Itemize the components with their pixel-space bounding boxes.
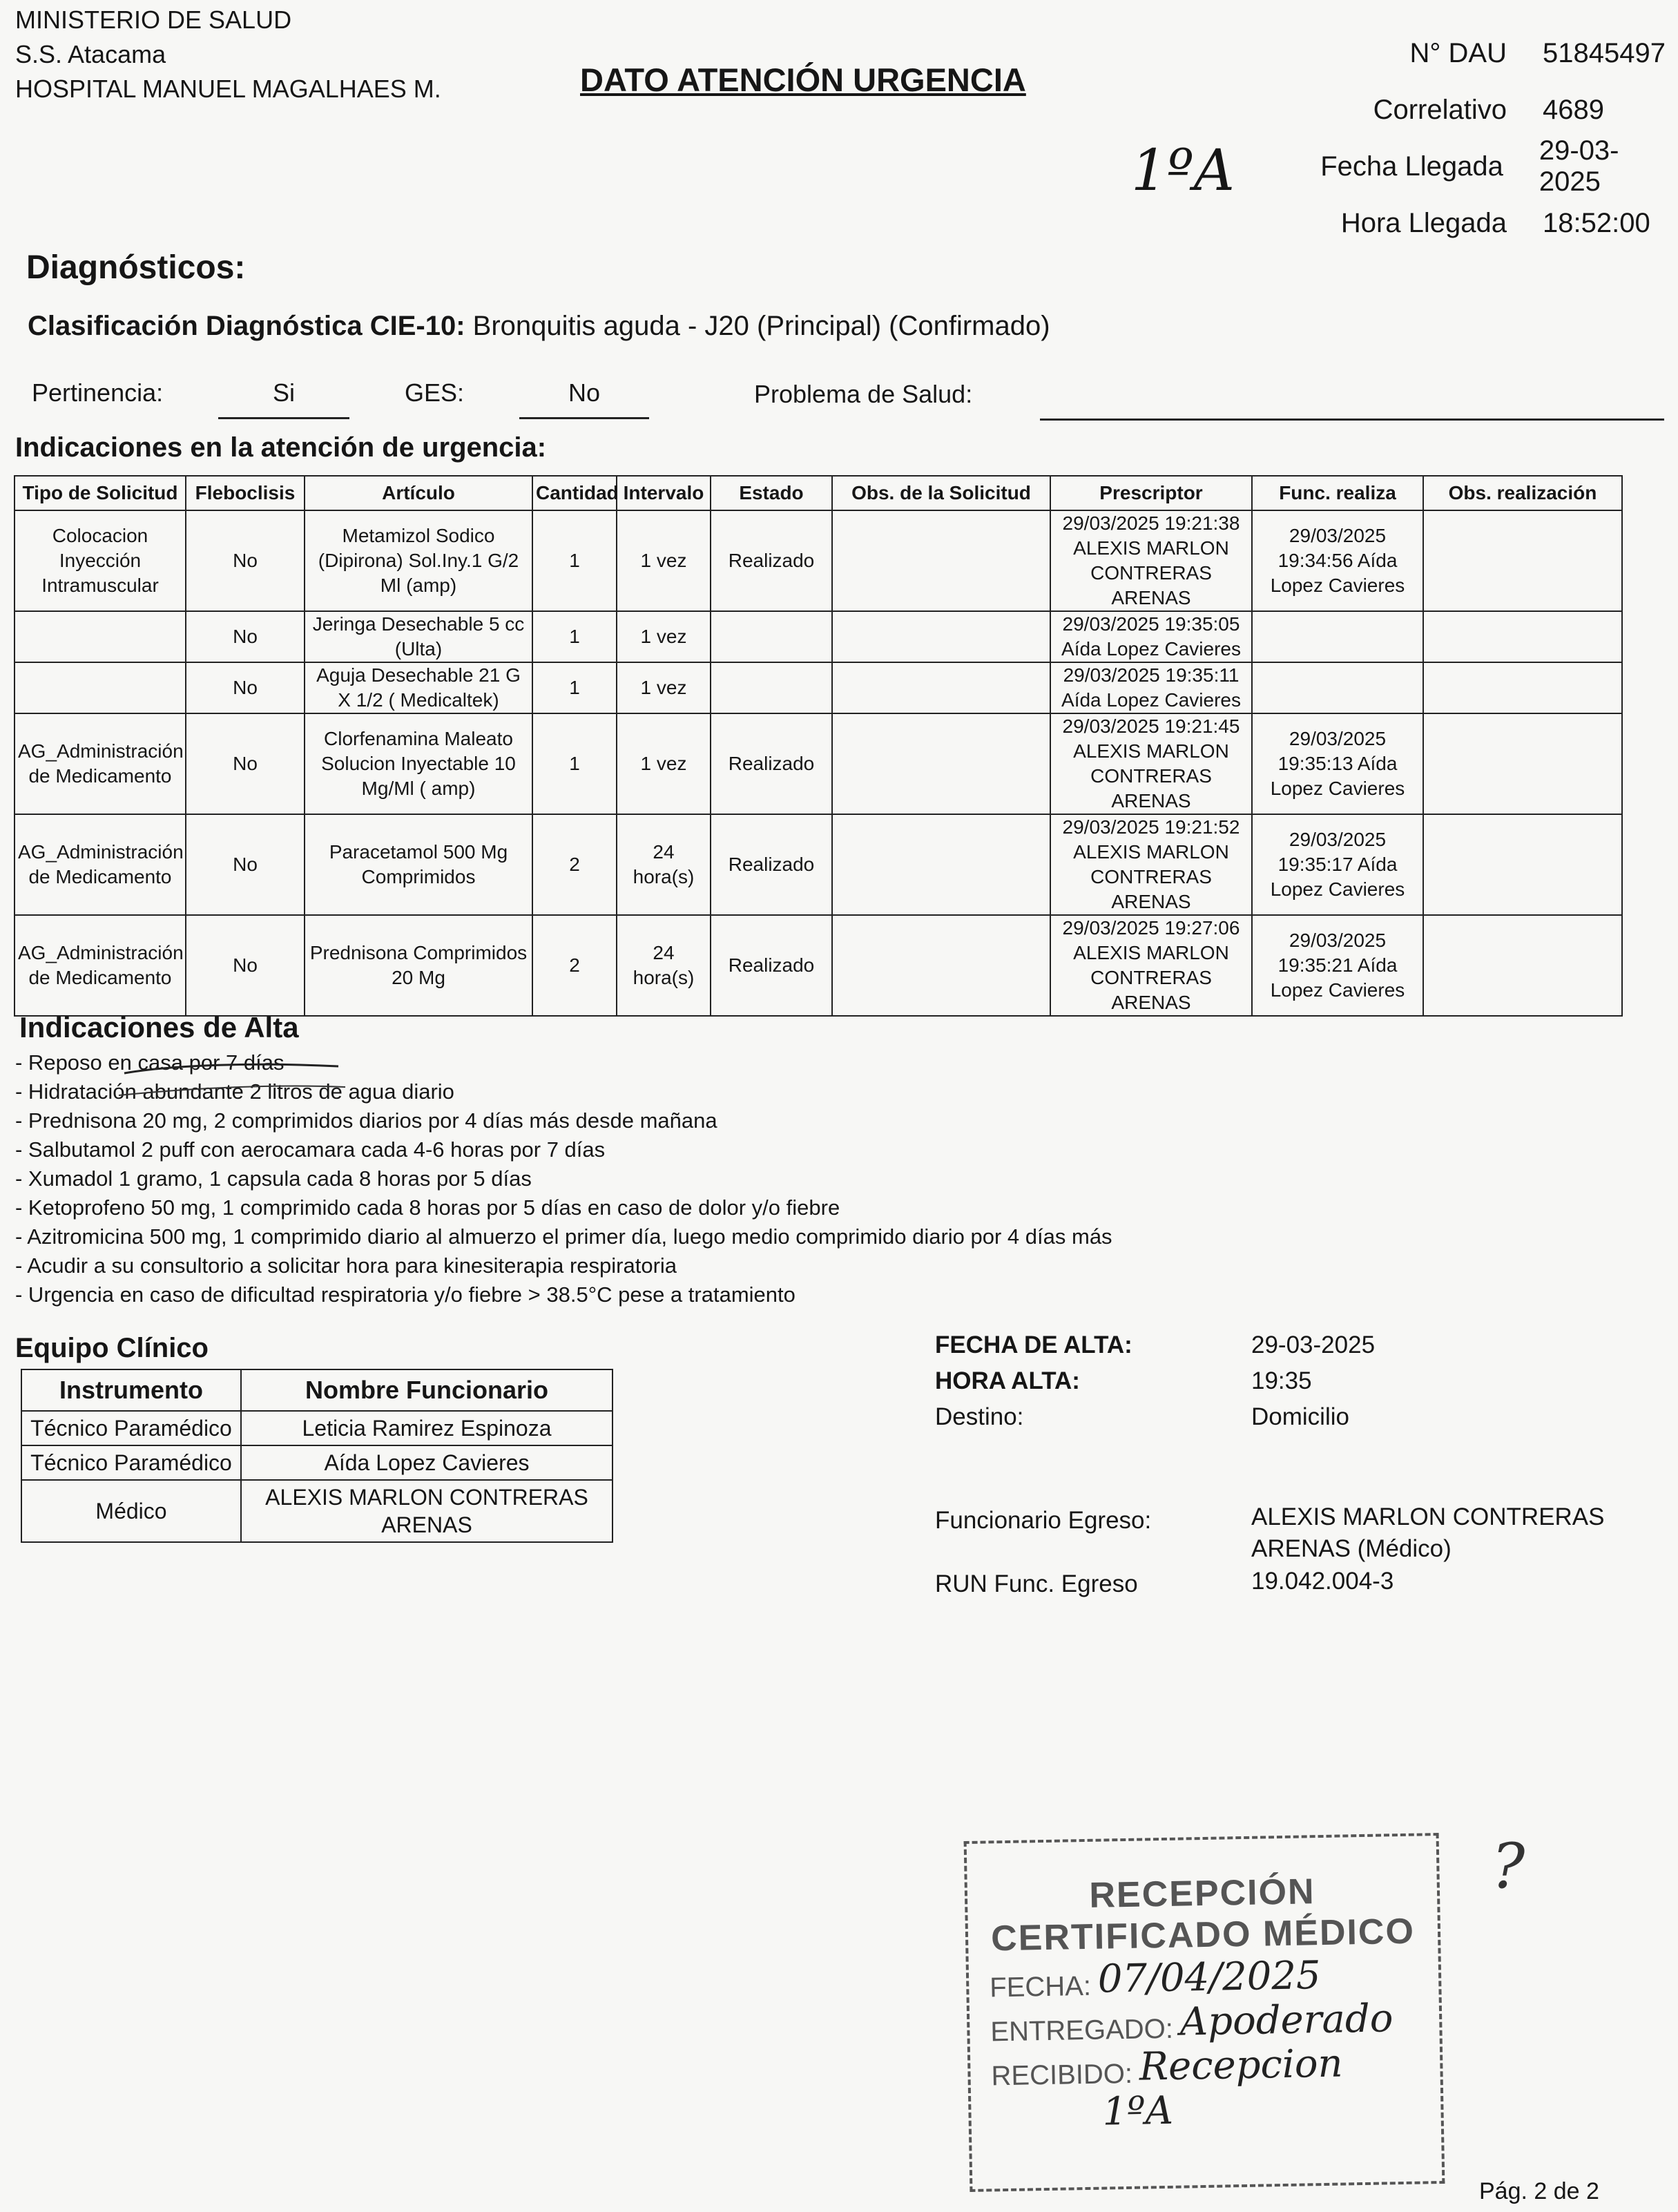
- document-title: DATO ATENCIÓN URGENCIA: [580, 61, 1026, 98]
- arrival-date: 29-03-2025: [1539, 135, 1619, 197]
- list-item: - Acudir a su consultorio a solicitar hora para kinesiterapia respiratoria: [15, 1253, 677, 1278]
- table-row: AG_Administración de Medicamento No Paracetamol 500 Mg Comprimidos 2 24 hora(s) Realizado 29/03/2025 19:21:52 ALEXIS MARLON CONTRERAS ARENAS 29/03/2025 19:35:17 Aída Lopez Cavieres: [15, 814, 1622, 915]
- list-item: - Salbutamol 2 puff con aerocamara cada 4-6 horas por 7 días: [15, 1137, 606, 1162]
- col-obs-solicitud: Obs. de la Solicitud: [832, 476, 1050, 510]
- list-item: - Reposo en casa por 7 días: [15, 1050, 285, 1075]
- stamp-title-1: RECEPCIÓN: [1088, 1872, 1316, 1916]
- col-articulo: Artículo: [305, 476, 532, 510]
- classification-label: Clasificación Diagnóstica CIE-10:: [28, 311, 465, 341]
- pertinencia-underline: [218, 417, 349, 419]
- equipo-heading: Equipo Clínico: [15, 1333, 209, 1363]
- destino-label: Destino:: [935, 1403, 1024, 1430]
- handwritten-class-mark: 1ºA: [1131, 138, 1235, 204]
- classification-value: Bronquitis aguda - J20 (Principal) (Confirmado): [472, 311, 1050, 341]
- stamp-recibido-row: RECIBIDO: Recepcion: [991, 2041, 1344, 2092]
- indications-table: [14, 475, 1623, 1017]
- run-value: 19.042.004-3: [1251, 1568, 1394, 1595]
- table-row: Técnico Paramédico Aída Lopez Cavieres: [21, 1445, 613, 1480]
- equipo-table: [21, 1369, 613, 1543]
- discharge-values: [1251, 1327, 1375, 1435]
- col-tipo: Tipo de Solicitud: [15, 476, 186, 510]
- diagnosis-classification: [28, 311, 1050, 342]
- col-nombre: Nombre Funcionario: [241, 1369, 613, 1411]
- stamp-entregado-row: ENTREGADO: Apoderado: [990, 1996, 1393, 2048]
- diagnosis-heading: Diagnósticos:: [26, 249, 246, 286]
- hora-alta-label: HORA ALTA:: [935, 1367, 1080, 1394]
- table-row: Médico ALEXIS MARLON CONTRERAS ARENAS: [21, 1480, 613, 1542]
- list-item: - Azitromicina 500 mg, 1 comprimido diario al almuerzo el primer día, luego medio comprimido diario por 4 días más: [15, 1224, 1112, 1249]
- col-instrumento: Instrumento: [21, 1369, 241, 1411]
- col-cantidad: Cantidad: [532, 476, 617, 510]
- pertinencia-value: Si: [272, 378, 295, 407]
- table-row: Colocacion Inyección Intramuscular No Metamizol Sodico (Dipirona) Sol.Iny.1 G/2 Ml (amp) 1 1 vez Realizado 29/03/2025 19:21:38 ALEXIS MARLON CONTRERAS ARENAS 29/03/2025 19:34:56 Aída Lopez Cavieres: [15, 510, 1622, 611]
- stamp-extra-value: 1ºA: [1101, 2088, 1174, 2135]
- col-obs-realizacion: Obs. realización: [1423, 476, 1622, 510]
- hospital-name: HOSPITAL MANUEL MAGALHAES M.: [15, 75, 441, 103]
- list-item: - Prednisona 20 mg, 2 comprimidos diarios por 4 días más desde mañana: [15, 1108, 717, 1133]
- meta-fecha-llegada: Fecha Llegada 29-03-2025: [1298, 138, 1678, 195]
- problema-underline: [1040, 419, 1664, 421]
- problema-label: Problema de Salud:: [754, 380, 973, 408]
- col-intervalo: Intervalo: [617, 476, 711, 510]
- meta-dau: N° DAU 51845497: [1409, 37, 1666, 68]
- fecha-alta-label: FECHA DE ALTA:: [935, 1331, 1132, 1358]
- meta-correlativo: Correlativo 4689: [1373, 94, 1604, 125]
- indications-header-row: [15, 476, 1622, 510]
- col-estado: Estado: [711, 476, 832, 510]
- col-func-realiza: Func. realiza: [1252, 476, 1423, 510]
- equipo-header-row: [21, 1369, 613, 1411]
- ministry-name: MINISTERIO DE SALUD: [15, 6, 292, 34]
- stamp-fecha-value: 07/04/2025: [1097, 1953, 1322, 2002]
- handwritten-question-mark: ?: [1492, 1830, 1525, 1903]
- table-row: No Aguja Desechable 21 G X 1/2 ( Medicaltek) 1 1 vez 29/03/2025 19:35:11 Aída Lopez Cavieres: [15, 662, 1622, 713]
- health-service: S.S. Atacama: [15, 40, 166, 68]
- run-label: RUN Func. Egreso: [935, 1570, 1138, 1597]
- hora-alta-value: 19:35: [1251, 1367, 1312, 1394]
- destino-value: Domicilio: [1251, 1403, 1349, 1430]
- dau-number: 51845497: [1543, 37, 1666, 68]
- table-row: Técnico Paramédico Leticia Ramirez Espinoza: [21, 1411, 613, 1445]
- list-item: - Hidratación abundante 2 litros de agua diario: [15, 1079, 454, 1104]
- stamp-recibido-value: Recepcion: [1139, 2041, 1344, 2090]
- ges-value: No: [568, 378, 601, 407]
- stamp-fecha-row: FECHA: 07/04/2025: [989, 1953, 1322, 2003]
- list-item: - Xumadol 1 gramo, 1 capsula cada 8 horas por 5 días: [15, 1166, 532, 1191]
- arrival-time: 18:52:00: [1543, 207, 1650, 238]
- meta-hora-llegada: Hora Llegada 18:52:00: [1340, 207, 1650, 238]
- egreso-value: ALEXIS MARLON CONTRERAS ARENAS (Médico): [1251, 1503, 1605, 1562]
- list-item: - Ketoprofeno 50 mg, 1 comprimido cada 8 horas por 5 días en caso de dolor y/o fiebre: [15, 1195, 840, 1220]
- discharge-labels: [935, 1327, 1132, 1435]
- ges-label: GES:: [405, 378, 465, 407]
- alta-heading: Indicaciones de Alta: [19, 1011, 299, 1044]
- handwritten-strike-mark: [117, 1052, 352, 1101]
- correlativo-number: 4689: [1543, 94, 1604, 125]
- dau-meta-block: [1298, 25, 1678, 251]
- fecha-alta-value: 29-03-2025: [1251, 1331, 1376, 1358]
- reception-stamp: [964, 1833, 1445, 2192]
- table-row: No Jeringa Desechable 5 cc (Ulta) 1 1 vez 29/03/2025 19:35:05 Aída Lopez Cavieres: [15, 611, 1622, 662]
- col-prescriptor: Prescriptor: [1050, 476, 1252, 510]
- list-item: - Urgencia en caso de dificultad respiratoria y/o fiebre > 38.5°C pese a tratamiento: [15, 1282, 795, 1307]
- indications-heading: Indicaciones en la atención de urgencia:: [15, 432, 547, 463]
- page-number: Pág. 2 de 2: [1479, 2178, 1599, 2204]
- stamp-title-2: CERTIFICADO MÉDICO: [990, 1911, 1416, 1959]
- pertinencia-label: Pertinencia:: [32, 378, 164, 407]
- col-fleboclisis: Fleboclisis: [186, 476, 305, 510]
- stamp-extra-row: [971, 2084, 1441, 2137]
- stamp-entregado-value: Apoderado: [1179, 1996, 1393, 2045]
- table-row: AG_Administración de Medicamento No Clorfenamina Maleato Solucion Inyectable 10 Mg/Ml ( amp) 1 1 vez Realizado 29/03/2025 19:21:45 ALEXIS MARLON CONTRERAS ARENAS 29/03/2025 19:35:13 Aída Lopez Cavieres: [15, 713, 1622, 814]
- egreso-label: Funcionario Egreso:: [935, 1507, 1152, 1534]
- hospital-header: [15, 3, 441, 106]
- table-row: AG_Administración de Medicamento No Prednisona Comprimidos 20 Mg 2 24 hora(s) Realizado 29/03/2025 19:27:06 ALEXIS MARLON CONTRERAS ARENAS 29/03/2025 19:35:21 Aída Lopez Cavieres: [15, 915, 1622, 1016]
- ges-underline: [519, 417, 649, 419]
